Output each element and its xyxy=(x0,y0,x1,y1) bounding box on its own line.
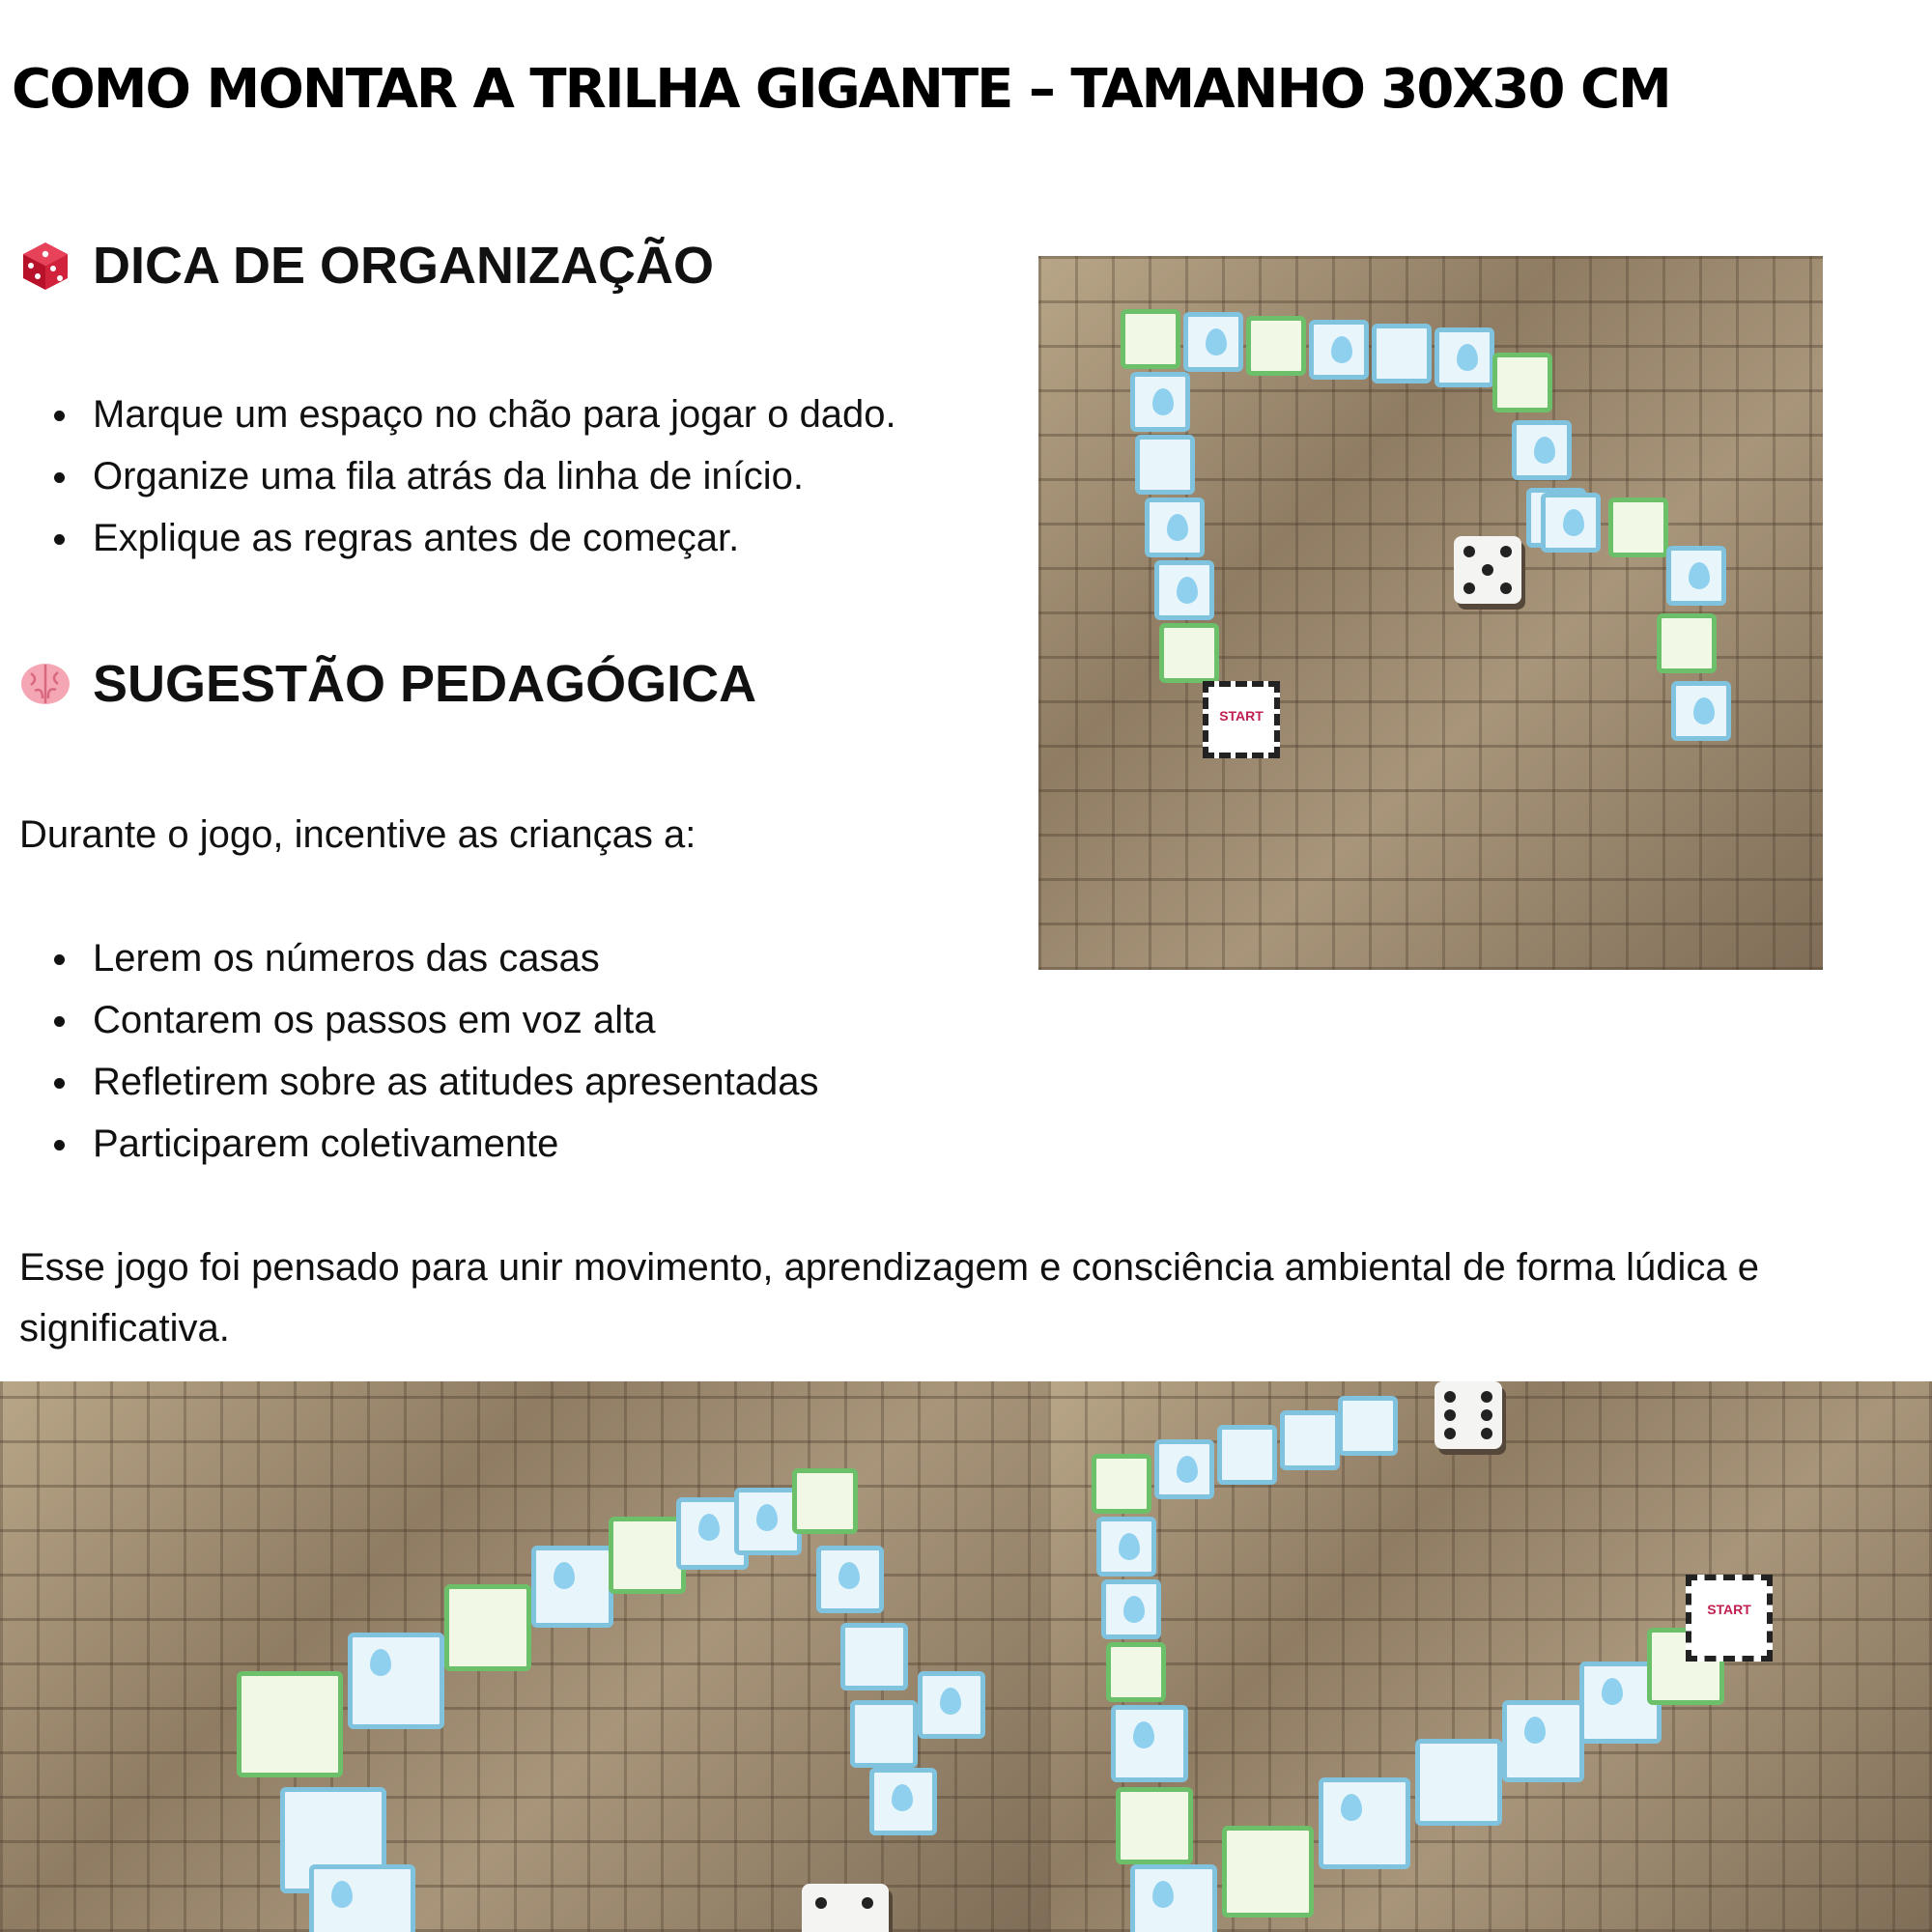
board-tile xyxy=(1492,353,1552,412)
list-item: Refletirem sobre as atitudes apresentadas xyxy=(29,1051,819,1113)
board-tile xyxy=(348,1633,444,1729)
board-tile xyxy=(1319,1777,1410,1869)
board-photo-right xyxy=(1048,1381,1932,1932)
board-photo-overview xyxy=(1038,256,1823,970)
section-heading-text: SUGESTÃO PEDAGÓGICA xyxy=(93,655,757,713)
board-tile xyxy=(1246,316,1306,376)
board-tile xyxy=(1435,327,1494,387)
list-item: Contarem os passos em voz alta xyxy=(29,989,819,1051)
board-tile xyxy=(1135,435,1195,495)
board-tile xyxy=(531,1546,613,1628)
board-tile xyxy=(1159,623,1219,683)
start-tile: START xyxy=(1203,681,1280,758)
list-item: Explique as regras antes de começar. xyxy=(29,507,896,569)
board-tile xyxy=(237,1671,343,1777)
brain-icon xyxy=(19,658,71,710)
page-title: COMO MONTAR A TRILHA GIGANTE – TAMANHO 30X30 CM xyxy=(12,58,1670,121)
board-tile xyxy=(1666,546,1726,606)
board-tile xyxy=(816,1546,884,1613)
board-tile xyxy=(1217,1425,1277,1485)
board-tile xyxy=(1657,613,1717,673)
board-tile xyxy=(1280,1410,1340,1470)
giant-die xyxy=(1435,1381,1502,1449)
board-tile xyxy=(1671,681,1731,741)
closing-text: Esse jogo foi pensado para unir movimento, aprendizagem e consciência ambiental de forma lúdica e significativa. xyxy=(19,1246,1760,1350)
board-tile xyxy=(1154,560,1214,620)
board-tile xyxy=(609,1517,686,1594)
board-tile xyxy=(1608,497,1668,557)
board-tile xyxy=(869,1768,937,1835)
start-tile: START xyxy=(1686,1575,1773,1662)
section-heading-pedagogy xyxy=(19,653,756,715)
board-tile xyxy=(850,1700,918,1768)
list-item: Organize uma fila atrás da linha de início. xyxy=(29,445,896,507)
board-tile xyxy=(1116,1787,1193,1864)
board-tile xyxy=(1512,420,1572,480)
board-tile xyxy=(1222,1826,1314,1918)
board-tile xyxy=(1372,324,1432,384)
board-tile xyxy=(918,1671,985,1739)
board-tile xyxy=(1541,493,1601,553)
organization-list xyxy=(29,384,896,569)
list-item: Lerem os números das casas xyxy=(29,927,819,989)
giant-die xyxy=(802,1884,889,1932)
section-heading-text: DICA DE ORGANIZAÇÃO xyxy=(93,237,714,295)
board-tile xyxy=(840,1623,908,1690)
board-tile xyxy=(1130,1864,1217,1932)
board-tile xyxy=(309,1864,415,1932)
board-tile xyxy=(1106,1642,1166,1702)
board-tile xyxy=(1121,309,1180,369)
board-tile xyxy=(1502,1700,1584,1782)
board-tile xyxy=(1101,1579,1161,1639)
giant-die xyxy=(1454,536,1521,604)
board-tile xyxy=(1092,1454,1151,1514)
board-tile xyxy=(444,1584,531,1671)
board-tile xyxy=(792,1468,858,1534)
board-tile xyxy=(1415,1739,1502,1826)
board-tile xyxy=(1145,497,1205,557)
pedagogy-list xyxy=(29,927,819,1175)
board-photo-left xyxy=(0,1381,1048,1932)
board-tile xyxy=(1111,1705,1188,1782)
board-tile xyxy=(1130,372,1190,432)
board-tile xyxy=(1309,320,1369,380)
dice-icon xyxy=(19,240,71,292)
board-tile xyxy=(1154,1439,1214,1499)
intro-text: Durante o jogo, incentive as crianças a: xyxy=(19,813,696,856)
board-tile xyxy=(1338,1396,1398,1456)
board-tile xyxy=(1183,312,1243,372)
board-tile xyxy=(1096,1517,1156,1577)
section-heading-organization xyxy=(19,235,714,297)
list-item: Marque um espaço no chão para jogar o dado. xyxy=(29,384,896,445)
list-item: Participarem coletivamente xyxy=(29,1113,819,1175)
